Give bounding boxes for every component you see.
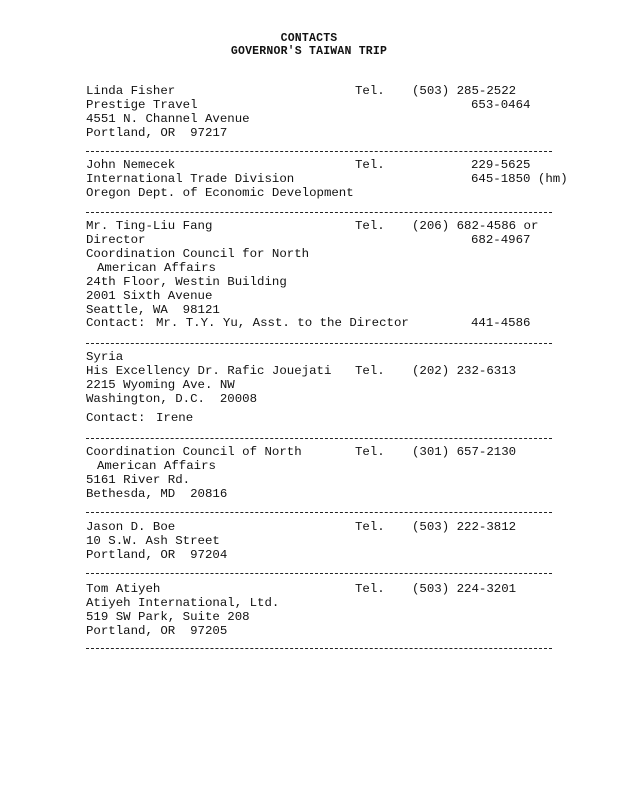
contact-person: Irene — [156, 411, 194, 425]
contact-line: Portland, OR 97217 — [86, 126, 228, 140]
dashed-separator — [86, 573, 552, 574]
tel-label: Tel. — [355, 219, 385, 233]
phone-number: 645-1850 (hm) — [471, 172, 568, 186]
contact-name: Linda Fisher — [86, 84, 176, 98]
phone-number: 682-4967 — [471, 233, 531, 247]
phone-number: (202) 232-6313 — [412, 364, 517, 378]
tel-label: Tel. — [355, 364, 385, 378]
contact-name: John Nemecek — [86, 158, 176, 172]
page-title: CONTACTS — [280, 32, 338, 45]
contact-label: Contact: — [86, 316, 146, 330]
phone-number: 653-0464 — [471, 98, 531, 112]
contact-line: 10 S.W. Ash Street — [86, 534, 220, 548]
phone-number: (301) 657-2130 — [412, 445, 517, 459]
contact-line: 24th Floor, Westin Building — [86, 275, 287, 289]
contact-line: American Affairs — [97, 261, 216, 275]
contact-line: 4551 N. Channel Avenue — [86, 112, 250, 126]
contact-name: Jason D. Boe — [86, 520, 176, 534]
contact-line: Bethesda, MD 20816 — [86, 487, 228, 501]
contact-person: Mr. T.Y. Yu, Asst. to the Director — [156, 316, 409, 330]
tel-label: Tel. — [355, 582, 385, 596]
contact-label: Contact: — [86, 411, 146, 425]
contact-line: Prestige Travel — [86, 98, 198, 112]
contact-name: Coordination Council of North — [86, 445, 302, 459]
contact-line: Oregon Dept. of Economic Development — [86, 186, 354, 200]
tel-label: Tel. — [355, 84, 385, 98]
tel-label: Tel. — [355, 520, 385, 534]
contact-line: Portland, OR 97205 — [86, 624, 228, 638]
contact-name: Mr. Ting-Liu Fang — [86, 219, 213, 233]
page-subtitle: GOVERNOR'S TAIWAN TRIP — [230, 45, 388, 58]
contact-line: Coordination Council for North — [86, 247, 310, 261]
contact-line: 2215 Wyoming Ave. NW — [86, 378, 235, 392]
dashed-separator — [86, 648, 552, 649]
dashed-separator — [86, 343, 552, 344]
contact-line: Seattle, WA 98121 — [86, 303, 220, 317]
contact-line: Washington, D.C. 20008 — [86, 392, 258, 406]
phone-number: 229-5625 — [471, 158, 531, 172]
contact-name: Tom Atiyeh — [86, 582, 161, 596]
dashed-separator — [86, 438, 552, 439]
contact-line: 519 SW Park, Suite 208 — [86, 610, 250, 624]
phone-number: (503) 285-2522 — [412, 84, 517, 98]
contact-line: American Affairs — [97, 459, 216, 473]
contact-line: Portland, OR 97204 — [86, 548, 228, 562]
phone-number: (503) 224-3201 — [412, 582, 517, 596]
tel-label: Tel. — [355, 158, 385, 172]
contact-line: 5161 River Rd. — [86, 473, 191, 487]
contact-name: Syria — [86, 350, 124, 364]
phone-number: (206) 682-4586 or — [412, 219, 539, 233]
contact-line: His Excellency Dr. Rafic Jouejati — [86, 364, 332, 378]
contact-line: International Trade Division — [86, 172, 295, 186]
contact-phone: 441-4586 — [471, 316, 531, 330]
contact-line: Atiyeh International, Ltd. — [86, 596, 280, 610]
tel-label: Tel. — [355, 445, 385, 459]
phone-number: (503) 222-3812 — [412, 520, 517, 534]
contact-line: Director — [86, 233, 146, 247]
dashed-separator — [86, 212, 552, 213]
contact-line: 2001 Sixth Avenue — [86, 289, 213, 303]
dashed-separator — [86, 512, 552, 513]
dashed-separator — [86, 151, 552, 152]
